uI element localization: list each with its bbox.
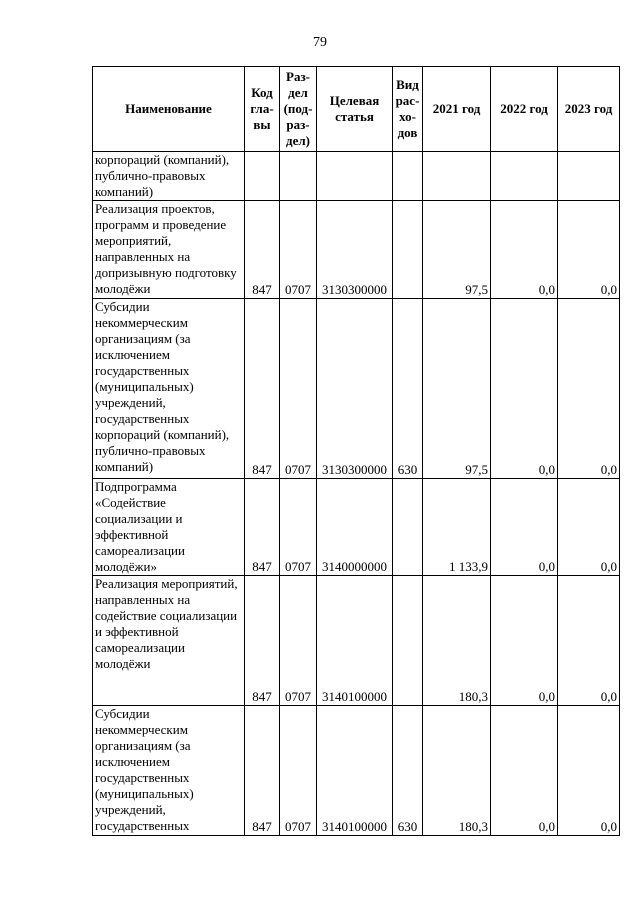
- row-type: [393, 201, 423, 299]
- row-name: Субсидии некоммерческим организациям (за исключением государственных (муниципальных) учреждений, государственных корпораций (компаний), публично-правовых компаний): [93, 299, 245, 479]
- row-2021: 180,3: [423, 576, 491, 706]
- header-2023: 2023 год: [558, 67, 620, 152]
- row-chapter: 847: [245, 299, 280, 479]
- table-row: [93, 152, 620, 201]
- table-row: [93, 706, 620, 836]
- row-name: Подпрограмма «Содействие социализации и эффективной самореализации молодёжи»: [93, 479, 245, 576]
- header-expense-type: Вид рас-хо-дов: [393, 67, 423, 152]
- row-2022: 0,0: [491, 706, 558, 836]
- row-type: [393, 152, 423, 201]
- row-section: 0707: [280, 299, 317, 479]
- row-chapter: 847: [245, 201, 280, 299]
- row-2023: 0,0: [558, 576, 620, 706]
- table-row: [93, 479, 620, 576]
- row-2023: 0,0: [558, 479, 620, 576]
- row-name: Реализация мероприятий, направленных на содействие социализации и эффективной самореализации молодёжи: [93, 576, 245, 706]
- row-type: 630: [393, 706, 423, 836]
- page-number: 79: [313, 35, 327, 50]
- row-section: 0707: [280, 576, 317, 706]
- row-article: 3140100000: [317, 706, 393, 836]
- row-type: [393, 479, 423, 576]
- row-type: [393, 576, 423, 706]
- row-chapter: 847: [245, 576, 280, 706]
- row-article: 3130300000: [317, 299, 393, 479]
- header-name: Наименование: [93, 67, 245, 152]
- row-article: [317, 152, 393, 201]
- row-chapter: 847: [245, 479, 280, 576]
- row-2023: 0,0: [558, 299, 620, 479]
- header-target-article: Целевая статья: [317, 67, 393, 152]
- row-2023: 0,0: [558, 201, 620, 299]
- row-2022: 0,0: [491, 201, 558, 299]
- row-2021: [423, 152, 491, 201]
- row-2023: [558, 152, 620, 201]
- row-2022: 0,0: [491, 299, 558, 479]
- header-2021: 2021 год: [423, 67, 491, 152]
- header-2022: 2022 год: [491, 67, 558, 152]
- row-2022: [491, 152, 558, 201]
- row-article: 3130300000: [317, 201, 393, 299]
- header-section: Раз-дел (под-раз-дел): [280, 67, 317, 152]
- row-section: 0707: [280, 201, 317, 299]
- table-row: [93, 299, 620, 479]
- row-type: 630: [393, 299, 423, 479]
- header-chapter-code: Код гла-вы: [245, 67, 280, 152]
- row-article: 3140000000: [317, 479, 393, 576]
- row-2021: 180,3: [423, 706, 491, 836]
- row-section: 0707: [280, 479, 317, 576]
- table-row: [93, 201, 620, 299]
- row-2022: 0,0: [491, 576, 558, 706]
- row-2021: 1 133,9: [423, 479, 491, 576]
- row-chapter: 847: [245, 706, 280, 836]
- row-section: [280, 152, 317, 201]
- row-2021: 97,5: [423, 201, 491, 299]
- row-section: 0707: [280, 706, 317, 836]
- row-chapter: [245, 152, 280, 201]
- row-name: корпораций (компаний), публично-правовых компаний): [93, 152, 245, 201]
- row-2021: 97,5: [423, 299, 491, 479]
- row-2023: 0,0: [558, 706, 620, 836]
- row-name: Субсидии некоммерческим организациям (за исключением государственных (муниципальных) учреждений, государственных: [93, 706, 245, 836]
- row-2022: 0,0: [491, 479, 558, 576]
- row-name: Реализация проектов, программ и проведение мероприятий, направленных на допризывную подготовку молодёжи: [93, 201, 245, 299]
- row-article: 3140100000: [317, 576, 393, 706]
- table-row: [93, 576, 620, 706]
- budget-table: [92, 66, 620, 836]
- table-header-row: [93, 67, 620, 152]
